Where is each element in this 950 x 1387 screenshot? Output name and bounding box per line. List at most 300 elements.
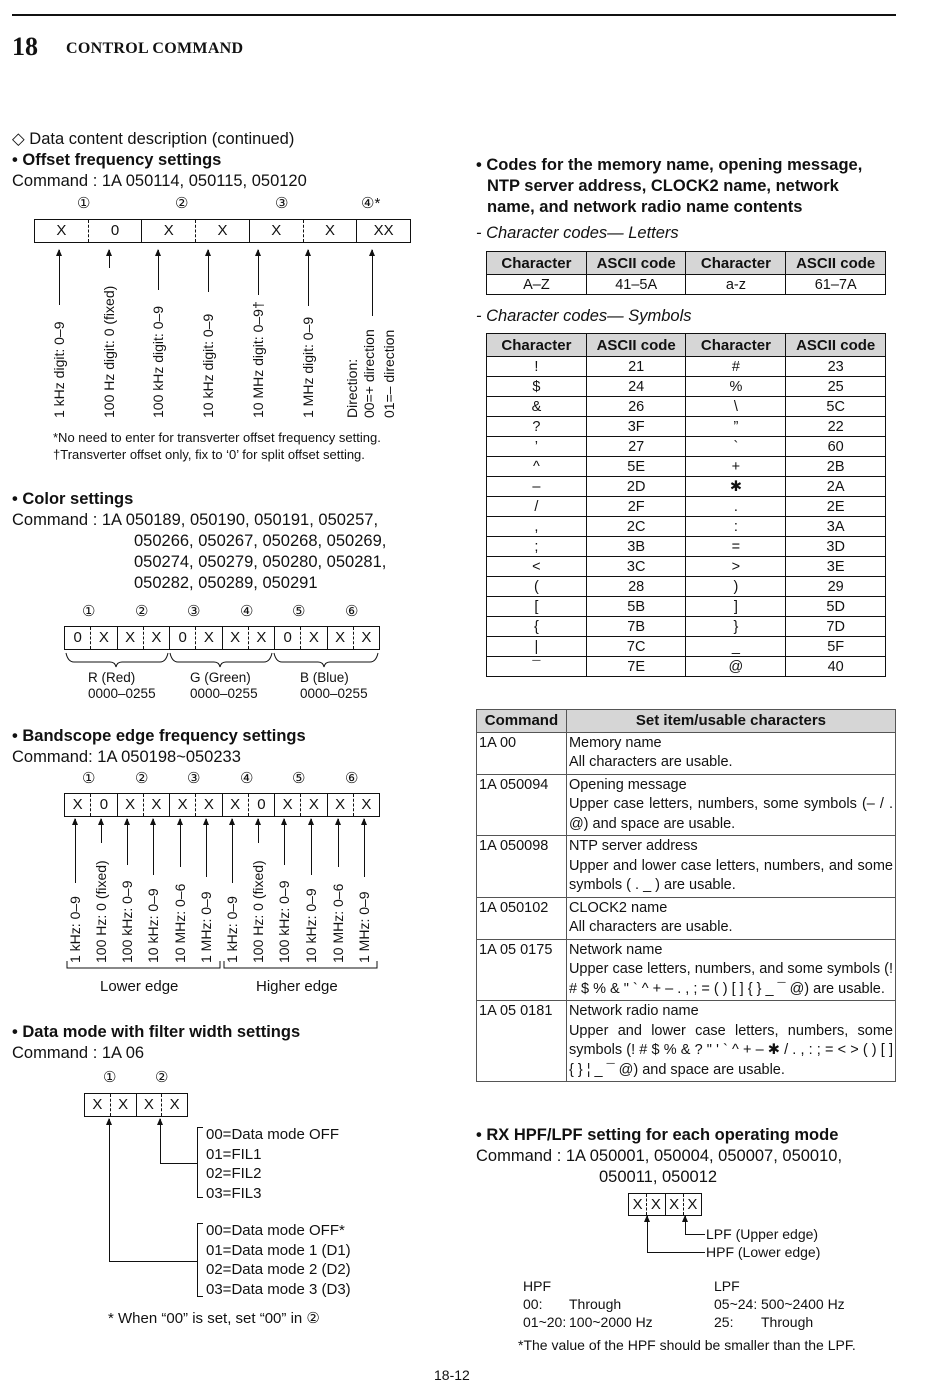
- table-cell: (: [487, 577, 587, 597]
- bandscope-arrow: [206, 819, 207, 877]
- bandscope-marker: ③: [187, 770, 201, 787]
- col-header-ascii: ASCII code: [786, 334, 886, 357]
- col-header-ascii: ASCII code: [586, 334, 686, 357]
- usable-characters: All characters are usable.: [568, 754, 733, 770]
- col-header-ascii: ASCII code: [586, 252, 686, 275]
- table-cell: @: [686, 657, 786, 677]
- table-row: [487, 617, 886, 637]
- table-row: [487, 417, 886, 437]
- offset-cell: XX: [356, 220, 410, 242]
- offset-marker-3: ③: [275, 195, 289, 212]
- header-rule: [12, 14, 896, 16]
- bandscope-cell: X: [143, 794, 169, 816]
- offset-label: 100 Hz digit: 0 (fixed): [101, 285, 117, 418]
- chapter-title: CONTROL COMMAND: [66, 40, 244, 57]
- lpf-code: 25:: [714, 1314, 734, 1330]
- bandscope-label: 100 kHz: 0–9: [119, 880, 135, 963]
- bandscope-label: 1 kHz: 0–9: [67, 896, 83, 963]
- hpf-heading: HPF: [523, 1278, 551, 1294]
- datamode-arrow-1: [109, 1119, 110, 1261]
- table-row: [477, 1001, 896, 1082]
- red-group-range: 0000–0255: [88, 686, 156, 701]
- table-cell: ^: [487, 457, 587, 477]
- bandscope-marker: ⑤: [292, 770, 306, 787]
- section-intro: ◇ Data content description (continued): [12, 130, 295, 148]
- codes-title: NTP server address, CLOCK2 name, network: [487, 177, 839, 195]
- offset-cell: X: [249, 220, 303, 242]
- table-cell: 7E: [586, 657, 686, 677]
- table-cell: +: [686, 457, 786, 477]
- symbols-caption: - Character codes— Symbols: [476, 307, 692, 325]
- direction-option: 00=+ direction: [361, 329, 377, 418]
- table-cell: 40: [786, 657, 886, 677]
- table-cell: %: [686, 377, 786, 397]
- table-cell: 2E: [786, 497, 886, 517]
- usable-characters: All characters are usable.: [568, 919, 733, 935]
- table-cell: |: [487, 637, 587, 657]
- bandscope-arrow: [180, 819, 181, 867]
- set-item-name: Network name: [568, 941, 663, 958]
- offset-cell: 0: [88, 220, 142, 242]
- set-item-name: Memory name: [568, 734, 662, 751]
- hpf-code: 00:: [523, 1296, 543, 1312]
- table-cell: 27: [586, 437, 686, 457]
- offset-arrow: [59, 250, 60, 305]
- rx-cell: X: [632, 1196, 643, 1213]
- rx-title: • RX HPF/LPF setting for each operating mode: [476, 1126, 839, 1144]
- codes-title: name, and network radio name contents: [487, 198, 803, 216]
- bandscope-cell: X: [117, 794, 143, 816]
- bandscope-arrow: [364, 819, 365, 877]
- table-cell: [: [487, 597, 587, 617]
- direction-label: Direction:: [344, 358, 360, 418]
- fil-bracket: [197, 1197, 203, 1198]
- bandscope-marker: ①: [82, 770, 96, 787]
- datamode-code-box: [84, 1093, 188, 1117]
- table-cell: /: [487, 497, 587, 517]
- datamode-cell: X: [136, 1094, 162, 1116]
- bandscope-arrow: [127, 819, 128, 865]
- col-header-set-item: Set item/usable characters: [566, 710, 895, 733]
- table-cell: 5F: [786, 637, 886, 657]
- mode-bracket: [197, 1223, 198, 1296]
- usable-characters: Upper and lower case letters, numbers, and some symbols ( . _ ) are usable.: [568, 857, 893, 893]
- table-cell: $: [487, 377, 587, 397]
- datamode-connector: [160, 1163, 197, 1164]
- color-command: 050274, 050279, 050280, 050281,: [134, 553, 387, 571]
- table-row: [487, 517, 886, 537]
- table-cell: 3F: [586, 417, 686, 437]
- letters-caption: - Character codes— Letters: [476, 224, 679, 242]
- col-header-character: Character: [686, 334, 786, 357]
- bandscope-code-box: [64, 793, 380, 817]
- offset-arrow: [158, 250, 159, 290]
- rx-command: Command : 1A 050001, 050004, 050007, 050010,: [476, 1147, 843, 1165]
- table-cell: 60: [786, 437, 886, 457]
- color-marker: ⑥: [345, 603, 359, 620]
- table-cell: 28: [586, 577, 686, 597]
- offset-note-2: †Transverter offset only, fix to ‘0’ for split offset setting.: [53, 447, 365, 462]
- table-cell: _: [686, 637, 786, 657]
- table-cell: ): [686, 577, 786, 597]
- color-cell: X: [353, 627, 379, 649]
- color-marker: ①: [82, 603, 96, 620]
- command-description-cell: [566, 1001, 895, 1082]
- command-description-cell: [566, 939, 895, 1001]
- command-description-cell: [566, 774, 895, 836]
- offset-label: 1 kHz digit: 0–9: [51, 321, 67, 418]
- table-cell: {: [487, 617, 587, 637]
- offset-label: 10 kHz digit: 0–9: [200, 313, 216, 418]
- table-cell: ”: [686, 417, 786, 437]
- datamode-title: • Data mode with filter width settings: [12, 1023, 301, 1041]
- mode-option: 02=Data mode 2 (D2): [206, 1261, 351, 1278]
- col-header-character: Character: [487, 252, 587, 275]
- color-cell: X: [327, 627, 353, 649]
- set-item-name: Network radio name: [568, 1003, 699, 1019]
- table-cell: 24: [586, 377, 686, 397]
- symbols-table: [486, 333, 886, 677]
- table-cell: 26: [586, 397, 686, 417]
- table-cell: 7C: [586, 637, 686, 657]
- table-row: [487, 577, 886, 597]
- datamode-arrow-2: [160, 1119, 161, 1163]
- table-cell: 2D: [586, 477, 686, 497]
- table-cell: 3A: [786, 517, 886, 537]
- datamode-command: Command : 1A 06: [12, 1044, 145, 1062]
- bandscope-cell: X: [327, 794, 353, 816]
- command-code: 1A 050094: [477, 774, 567, 836]
- offset-arrow: [258, 250, 259, 295]
- bandscope-arrow: [101, 819, 102, 843]
- table-cell: ]: [686, 597, 786, 617]
- color-cell: X: [90, 627, 116, 649]
- offset-arrow: [308, 250, 309, 306]
- fil-option: 00=Data mode OFF: [206, 1126, 339, 1143]
- hpf-values: [523, 1277, 653, 1331]
- offset-title: • Offset frequency settings: [12, 151, 222, 169]
- command-code: 1A 050102: [477, 897, 567, 939]
- table-cell: 2B: [786, 457, 886, 477]
- green-group-range: 0000–0255: [190, 686, 258, 701]
- table-cell: 3D: [786, 537, 886, 557]
- bandscope-label: 1 kHz: 0–9: [224, 896, 240, 963]
- table-row: [487, 275, 886, 295]
- bandscope-cell: X: [222, 794, 248, 816]
- rx-cell: X: [646, 1194, 664, 1215]
- lpf-value: Through: [761, 1314, 814, 1330]
- color-marker: ⑤: [292, 603, 306, 620]
- rx-cell: X: [665, 1194, 683, 1215]
- fil-bracket: [197, 1127, 203, 1128]
- bandscope-cell: 0: [248, 794, 274, 816]
- page-number: 18-12: [434, 1367, 470, 1383]
- offset-label: 100 kHz digit: 0–9: [150, 305, 166, 418]
- command-code: 1A 050098: [477, 836, 567, 898]
- offset-arrow: [372, 250, 373, 316]
- command-description-cell: [566, 732, 895, 774]
- green-group-name: G (Green): [190, 670, 251, 685]
- table-row: [487, 557, 886, 577]
- bandscope-arrow: [338, 819, 339, 867]
- set-item-name: Opening message: [568, 776, 687, 793]
- fil-options: [206, 1125, 339, 1203]
- bandscope-marker: ④: [240, 770, 254, 787]
- bandscope-label: 10 MHz: 0–6: [172, 883, 188, 963]
- table-cell: &: [487, 397, 587, 417]
- table-cell: ;: [487, 537, 587, 557]
- bandscope-label: 10 kHz: 0–9: [303, 888, 319, 963]
- table-row: [487, 397, 886, 417]
- offset-marker-1: ①: [77, 195, 91, 212]
- offset-marker-4: ④*: [361, 195, 381, 212]
- table-cell: ,: [487, 517, 587, 537]
- table-row: [487, 637, 886, 657]
- table-cell: 3E: [786, 557, 886, 577]
- color-command: 050282, 050289, 050291: [134, 574, 318, 592]
- bandscope-marker: ②: [135, 770, 149, 787]
- table-row: [487, 357, 886, 377]
- color-group-brackets: [64, 652, 380, 668]
- table-cell: !: [487, 357, 587, 377]
- col-header-character: Character: [487, 334, 587, 357]
- rx-note: *The value of the HPF should be smaller than the LPF.: [518, 1337, 856, 1353]
- command-description-cell: [566, 836, 895, 898]
- datamode-cell: X: [161, 1094, 187, 1116]
- lpf-values: [714, 1277, 845, 1331]
- table-cell: ?: [487, 417, 587, 437]
- table-row: [477, 732, 896, 774]
- rx-cell: X: [683, 1194, 701, 1215]
- bandscope-edge-brackets: [64, 960, 380, 972]
- table-cell: 3B: [586, 537, 686, 557]
- table-cell: 2A: [786, 477, 886, 497]
- table-row: [477, 836, 896, 898]
- direction-option: 01=– direction: [381, 329, 397, 418]
- table-cell: 29: [786, 577, 886, 597]
- bandscope-arrow: [258, 819, 259, 843]
- table-cell: 41–5A: [586, 275, 686, 295]
- color-cell: X: [117, 627, 143, 649]
- rx-command: 050011, 050012: [599, 1168, 718, 1186]
- offset-label: 10 MHz digit: 0–9†: [250, 301, 266, 418]
- table-cell: 21: [586, 357, 686, 377]
- color-cell: 0: [274, 627, 300, 649]
- bandscope-label: 10 kHz: 0–9: [145, 888, 161, 963]
- table-cell: 5C: [786, 397, 886, 417]
- table-cell: 61–7A: [786, 275, 886, 295]
- bandscope-label: 1 MHz: 0–9: [356, 891, 372, 963]
- command-code: 1A 05 0175: [477, 939, 567, 1001]
- lpf-heading: LPF: [714, 1278, 740, 1294]
- codes-title: • Codes for the memory name, opening message,: [476, 156, 863, 174]
- hpf-value: 100~2000 Hz: [569, 1314, 653, 1330]
- color-command: 050266, 050267, 050268, 050269,: [134, 532, 387, 550]
- datamode-marker-1: ①: [103, 1069, 117, 1086]
- color-cell: X: [195, 627, 221, 649]
- lpf-code: 05~24:: [714, 1296, 758, 1312]
- mode-bracket: [197, 1296, 203, 1297]
- offset-arrow: [109, 250, 110, 268]
- hpf-label: HPF (Lower edge): [706, 1244, 821, 1260]
- table-cell: 2F: [586, 497, 686, 517]
- datamode-note: * When “00” is set, set “00” in ②: [108, 1310, 320, 1327]
- table-cell: `: [686, 437, 786, 457]
- table-cell: ✱: [686, 477, 786, 497]
- bandscope-arrow: [232, 819, 233, 883]
- bandscope-label: 100 Hz: 0 (fixed): [250, 860, 266, 963]
- blue-group-range: 0000–0255: [300, 686, 368, 701]
- table-cell: \: [686, 397, 786, 417]
- bandscope-label: 10 MHz: 0–6: [330, 883, 346, 963]
- datamode-cell: X: [110, 1094, 136, 1116]
- usable-characters: Upper case letters, numbers, and some symbols (! # $ % & " ` ^ + – . , ; = ( ) [ ] { } _ ¯ @) are usable.: [568, 961, 893, 997]
- table-row: [487, 497, 886, 517]
- letters-table: [486, 251, 886, 295]
- table-row: [487, 597, 886, 617]
- color-cell: 0: [73, 629, 82, 646]
- lower-edge-label: Lower edge: [100, 978, 179, 995]
- bandscope-cell: X: [169, 794, 195, 816]
- bandscope-label: 1 MHz: 0–9: [198, 891, 214, 963]
- color-title: • Color settings: [12, 490, 134, 508]
- bandscope-marker: ⑥: [345, 770, 359, 787]
- color-code-box: [64, 626, 380, 650]
- rx-code-box: [628, 1193, 702, 1216]
- col-header-command: Command: [477, 710, 567, 733]
- table-cell: >: [686, 557, 786, 577]
- fil-option: 01=FIL1: [206, 1145, 262, 1163]
- table-cell: 25: [786, 377, 886, 397]
- table-cell: 22: [786, 417, 886, 437]
- command-code: 1A 00: [477, 732, 567, 774]
- color-marker: ②: [135, 603, 149, 620]
- color-cell: X: [222, 627, 248, 649]
- bandscope-label: 100 kHz: 0–9: [276, 880, 292, 963]
- table-cell: 7D: [786, 617, 886, 637]
- table-row: [487, 537, 886, 557]
- offset-cell: X: [56, 222, 67, 239]
- lpf-arrow: [685, 1216, 686, 1234]
- table-cell: }: [686, 617, 786, 637]
- table-cell: =: [686, 537, 786, 557]
- table-cell: 23: [786, 357, 886, 377]
- table-cell: A–Z: [487, 275, 587, 295]
- table-cell: :: [686, 517, 786, 537]
- table-cell: 5E: [586, 457, 686, 477]
- red-group-name: R (Red): [88, 670, 136, 685]
- fil-option: 02=FIL2: [206, 1165, 262, 1182]
- offset-label: 1 MHz digit: 0–9: [300, 316, 316, 418]
- hpf-code: 01~20:: [523, 1314, 567, 1330]
- lpf-value: 500~2400 Hz: [761, 1296, 845, 1312]
- mode-option: 01=Data mode 1 (D1): [206, 1241, 351, 1259]
- color-cell: X: [143, 627, 169, 649]
- table-cell: a-z: [686, 275, 786, 295]
- datamode-cell: X: [92, 1096, 103, 1113]
- table-cell: –: [487, 477, 587, 497]
- bandscope-title: • Bandscope edge frequency settings: [12, 727, 306, 745]
- set-item-name: NTP server address: [568, 838, 698, 854]
- table-row: [487, 437, 886, 457]
- fil-option: 03=FIL3: [206, 1184, 262, 1202]
- lpf-connector: [685, 1234, 705, 1235]
- offset-cell: X: [303, 220, 357, 242]
- table-row: [487, 377, 886, 397]
- bandscope-arrow: [311, 819, 312, 875]
- table-row: [477, 774, 896, 836]
- bandscope-label: 100 Hz: 0 (fixed): [93, 860, 109, 963]
- command-description-cell: [566, 897, 895, 939]
- bandscope-arrow: [75, 819, 76, 883]
- bandscope-cell: X: [72, 796, 83, 813]
- table-cell: 2C: [586, 517, 686, 537]
- table-cell: 3C: [586, 557, 686, 577]
- col-header-ascii: ASCII code: [786, 252, 886, 275]
- mode-options: [206, 1221, 351, 1299]
- usable-characters: Upper and lower case letters, numbers, some symbols (! # $ % & ? " ' ` ^ + – ✱ / . , : ; = < > ( ) [ ] { } ¦ _ ¯ @) and space are usable.: [568, 1022, 893, 1078]
- color-cell: X: [300, 627, 326, 649]
- table-row: [487, 477, 886, 497]
- offset-command: Command : 1A 050114, 050115, 050120: [12, 172, 307, 190]
- offset-arrow: [208, 250, 209, 292]
- hpf-arrow: [647, 1216, 648, 1252]
- bandscope-cell: X: [300, 794, 326, 816]
- usable-characters: Upper case letters, numbers, some symbols (– / . @) and space are usable.: [568, 796, 893, 832]
- offset-note-1: *No need to enter for transverter offset frequency setting.: [53, 430, 381, 445]
- offset-marker-2: ②: [175, 195, 189, 212]
- table-cell: 7B: [586, 617, 686, 637]
- table-cell: ¯: [487, 657, 587, 677]
- mode-bracket: [197, 1223, 203, 1224]
- set-item-name: CLOCK2 name: [568, 899, 668, 916]
- datamode-marker-2: ②: [155, 1069, 169, 1086]
- bandscope-arrow: [284, 819, 285, 865]
- offset-cell: X: [195, 220, 249, 242]
- bandscope-cell: 0: [90, 794, 116, 816]
- chapter-number: 18: [12, 32, 38, 61]
- bandscope-cell: X: [353, 794, 379, 816]
- table-row: [477, 939, 896, 1001]
- bandscope-cell: X: [195, 794, 221, 816]
- bandscope-command: Command: 1A 050198~050233: [12, 748, 241, 766]
- table-cell: ’: [487, 437, 587, 457]
- datamode-connector: [109, 1261, 197, 1262]
- offset-code-box: [34, 219, 411, 243]
- bandscope-cell: X: [274, 794, 300, 816]
- color-marker: ③: [187, 603, 201, 620]
- table-row: [487, 657, 886, 677]
- hpf-value: Through: [569, 1296, 622, 1312]
- color-cell: 0: [169, 627, 195, 649]
- blue-group-name: B (Blue): [300, 670, 349, 685]
- fil-bracket: [197, 1127, 198, 1197]
- color-cell: X: [248, 627, 274, 649]
- mode-option: 00=Data mode OFF*: [206, 1222, 345, 1239]
- bandscope-arrow: [153, 819, 154, 875]
- higher-edge-label: Higher edge: [256, 978, 338, 995]
- table-cell: #: [686, 357, 786, 377]
- mode-option: 03=Data mode 3 (D3): [206, 1280, 351, 1298]
- offset-cell: X: [141, 220, 195, 242]
- table-cell: 5D: [786, 597, 886, 617]
- table-cell: <: [487, 557, 587, 577]
- table-row: [487, 457, 886, 477]
- col-header-character: Character: [686, 252, 786, 275]
- command-code: 1A 05 0181: [477, 1001, 567, 1082]
- color-marker: ④: [240, 603, 254, 620]
- table-cell: 5B: [586, 597, 686, 617]
